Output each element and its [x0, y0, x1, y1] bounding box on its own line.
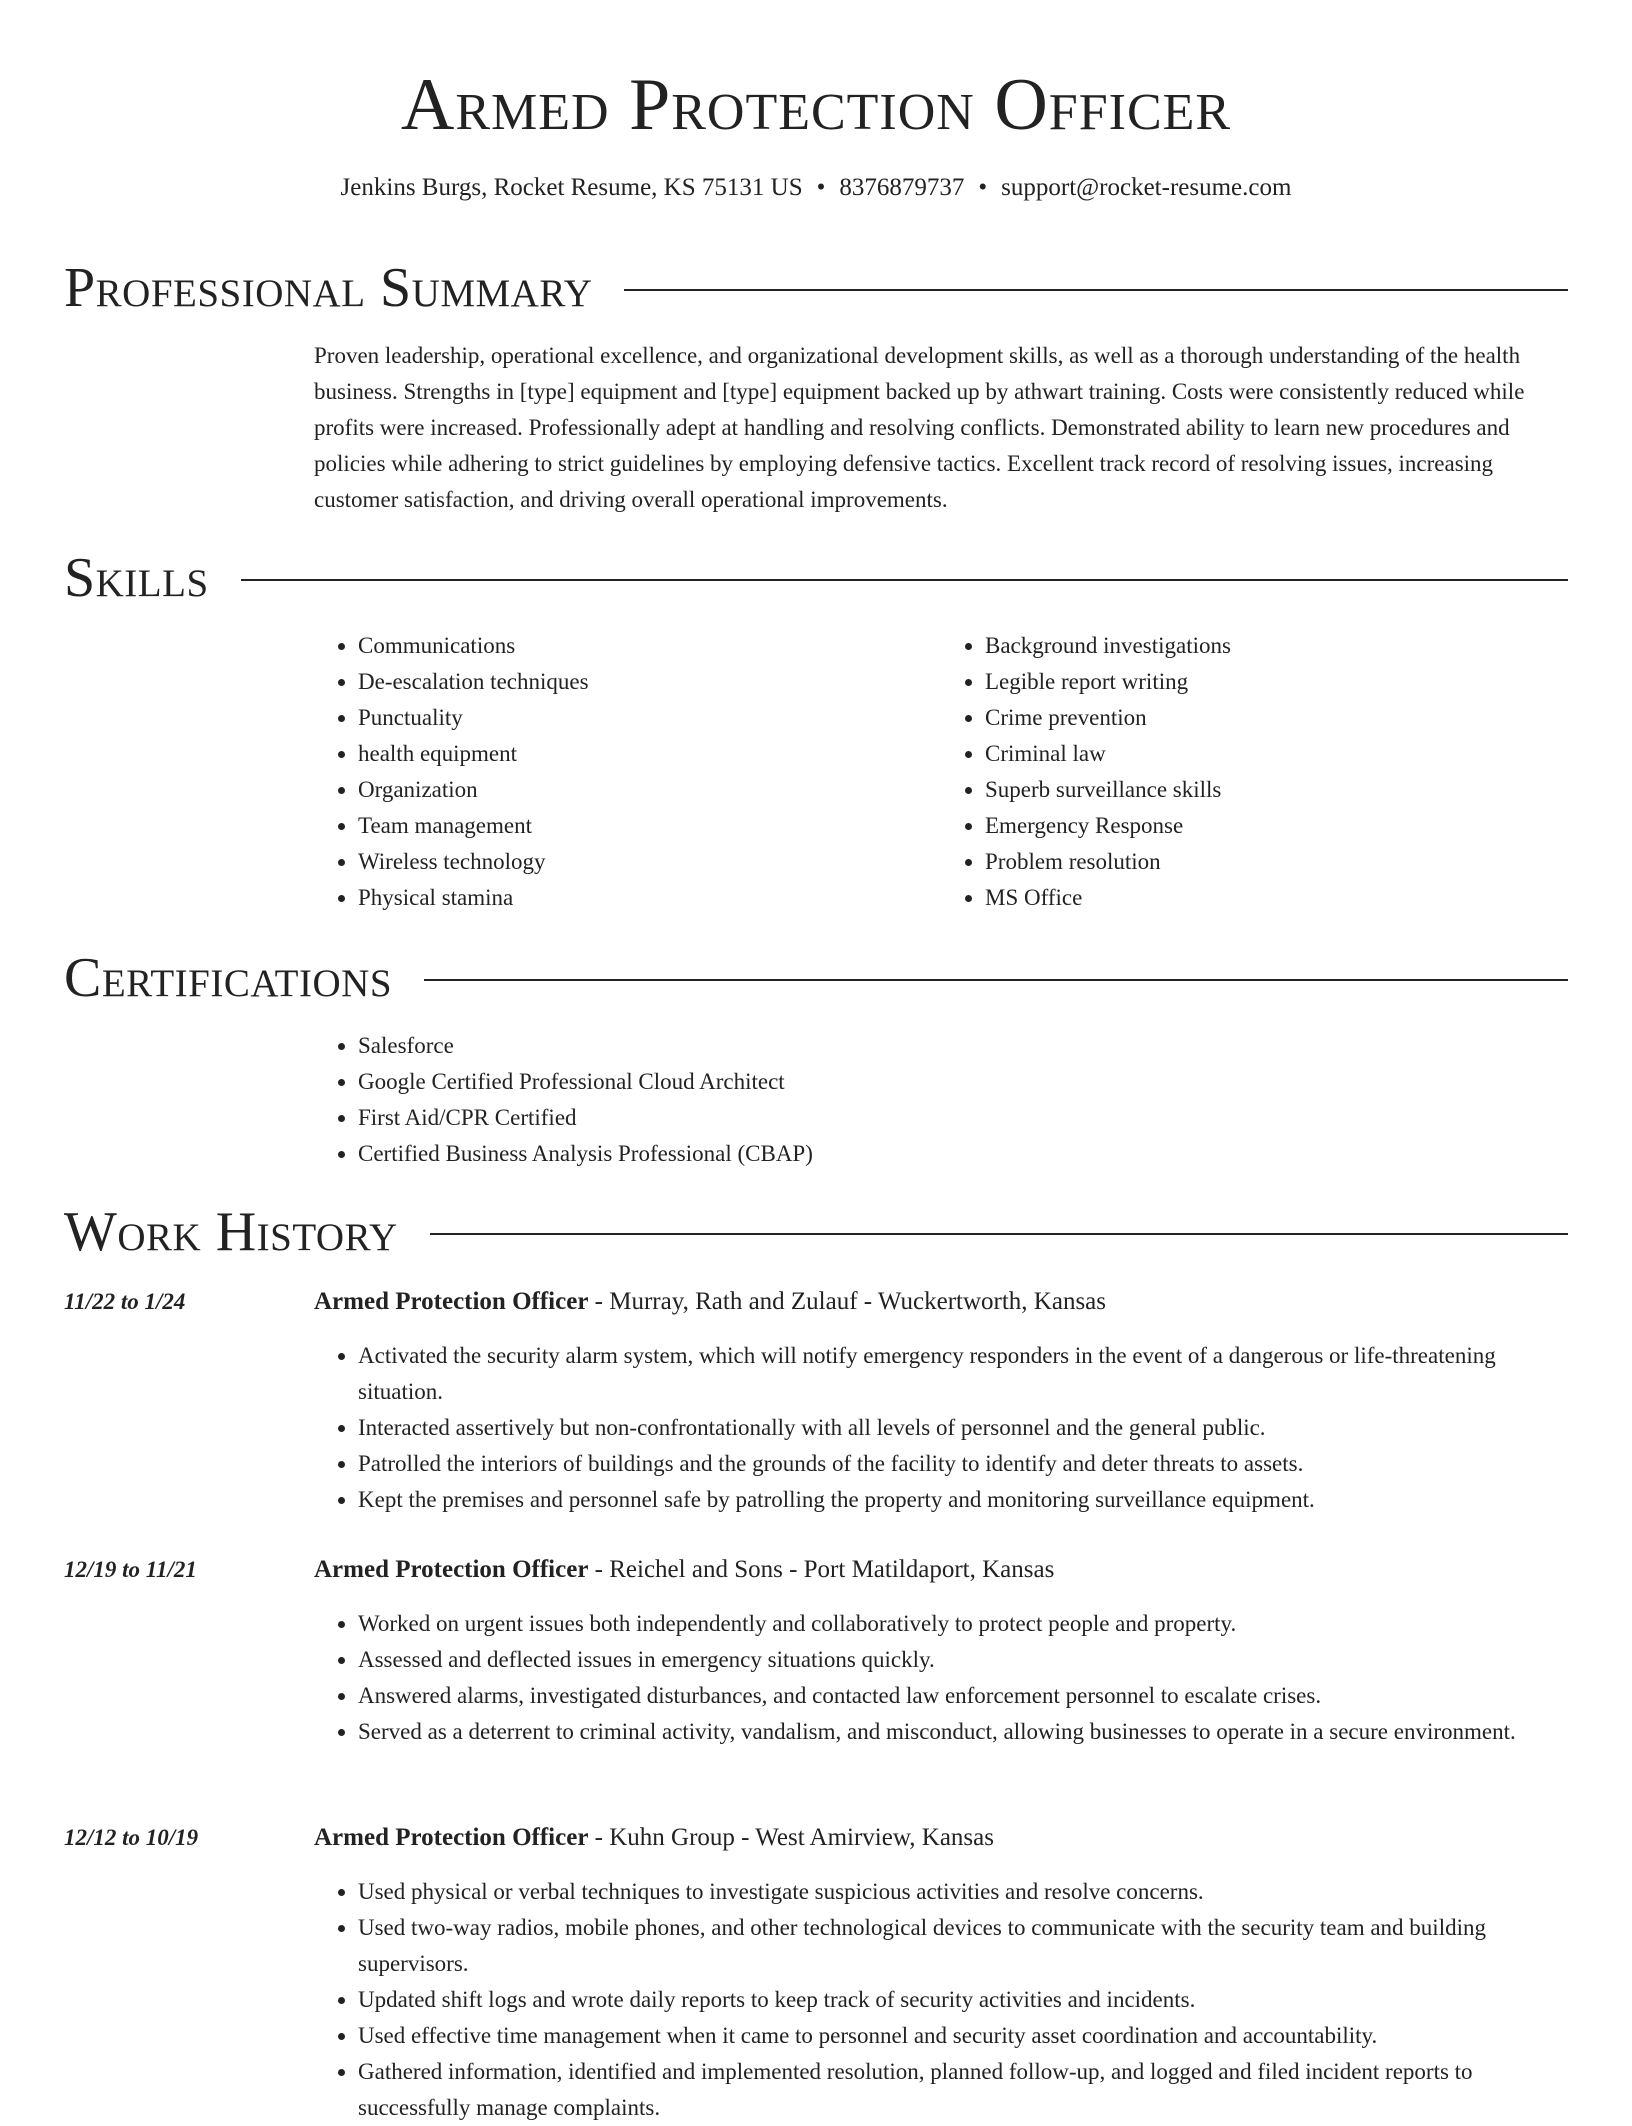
skill-item: • Criminal law — [985, 736, 1568, 772]
certifications-heading: Certifications — [64, 947, 393, 1009]
summary-section-header — [64, 258, 1568, 318]
contact-separator: • — [978, 174, 988, 201]
certifications-list — [314, 1028, 1568, 1172]
certification-item: • Google Certified Professional Cloud Architect — [358, 1064, 1568, 1100]
job-bullet: • Served as a deterrent to criminal activity, vandalism, and misconduct, allowing businesses to operate in a secure environment. — [358, 1714, 1568, 1750]
job-bullet: • Kept the premises and personnel safe by patrolling the property and monitoring surveillance equipment. — [358, 1482, 1568, 1518]
contact-address: Jenkins Burgs, Rocket Resume, KS 75131 US — [340, 174, 803, 201]
skill-item: • Crime prevention — [985, 700, 1568, 736]
summary-text: Proven leadership, operational excellence, and organizational development skills, as well as a thorough understanding of the health business. Strengths in [type] equipment and [type] equipment backed up by athwart training. Costs were consistently reduced while profits were increased. Professionally adept at handling and resolving conflicts. Demonstrated ability to learn new procedures and policies while adhering to strict guidelines by employing defensive tactics. Excellent track record of resolving issues, increasing customer satisfaction, and driving overall operational improvements. — [314, 343, 1525, 512]
skills-list — [314, 628, 1568, 916]
certification-item: • First Aid/CPR Certified — [358, 1100, 1568, 1136]
skills-section-header — [64, 548, 1568, 608]
job-bullet: • Assessed and deflected issues in emergency situations quickly. — [358, 1642, 1568, 1678]
job-bullet: • Answered alarms, investigated disturbances, and contacted law enforcement personnel to escalate crises. — [358, 1678, 1568, 1714]
skill-item: • Problem resolution — [985, 844, 1568, 880]
section-divider — [241, 579, 1568, 581]
job-bullet: • Interacted assertively but non-confrontationally with all levels of personnel and the general public. — [358, 1410, 1568, 1446]
contact-line — [0, 170, 1632, 206]
job-bullets — [314, 1874, 1568, 2126]
job-title-line — [314, 1552, 1568, 1588]
job-bullet: • Updated shift logs and wrote daily reports to keep track of security activities and incidents. — [358, 1982, 1568, 2018]
job-bullet: • Activated the security alarm system, which will notify emergency responders in the event of a dangerous or life-threatening situation. — [358, 1338, 1568, 1410]
certification-item: • Salesforce — [358, 1028, 1568, 1064]
contact-separator: • — [816, 174, 826, 201]
job-dates: 11/22 to 1/24 — [64, 1289, 186, 1314]
contact-email: support@rocket-resume.com — [1001, 174, 1292, 201]
skill-item: • MS Office — [985, 880, 1568, 916]
job-bullets — [314, 1338, 1568, 1518]
certifications-section-header — [64, 948, 1568, 1008]
skill-item: • health equipment — [358, 736, 941, 772]
job-employer-location: - Reichel and Sons - Port Matildaport, Kansas — [588, 1556, 1055, 1583]
job-bullet: • Used physical or verbal techniques to investigate suspicious activities and resolve concerns. — [358, 1874, 1568, 1910]
job-bullet: • Worked on urgent issues both independently and collaboratively to protect people and property. — [358, 1606, 1568, 1642]
skill-item: • Communications — [358, 628, 941, 664]
skill-item: • Organization — [358, 772, 941, 808]
job-title: Armed Protection Officer — [314, 1556, 589, 1583]
job-dates: 12/12 to 10/19 — [64, 1825, 199, 1850]
job-title-line — [314, 1284, 1568, 1320]
work-history-section-header — [64, 1202, 1568, 1262]
skill-item: • Background investigations — [985, 628, 1568, 664]
skill-item: • Legible report writing — [985, 664, 1568, 700]
job-bullets — [314, 1606, 1568, 1750]
skill-item: • Punctuality — [358, 700, 941, 736]
skill-item: • Superb surveillance skills — [985, 772, 1568, 808]
job-employer-location: - Kuhn Group - West Amirview, Kansas — [588, 1824, 994, 1851]
job-title-line — [314, 1820, 1568, 1856]
skill-item: • Physical stamina — [358, 880, 941, 916]
job-bullet: • Patrolled the interiors of buildings and the grounds of the facility to identify and deter threats to assets. — [358, 1446, 1568, 1482]
resume-name-title: Armed Protection Officer — [400, 64, 1232, 146]
job-dates: 12/19 to 11/21 — [64, 1557, 197, 1582]
skills-left-column — [314, 628, 941, 916]
skills-right-column — [941, 628, 1568, 916]
certification-item: • Certified Business Analysis Professional (CBAP) — [358, 1136, 1568, 1172]
work-history-heading: Work History — [64, 1201, 398, 1263]
skill-item: • Team management — [358, 808, 941, 844]
skills-heading: Skills — [64, 547, 209, 609]
summary-heading: Professional Summary — [64, 257, 593, 319]
section-divider — [624, 289, 1568, 291]
job-bullet: • Gathered information, identified and implemented resolution, planned follow-up, and logged and filed incident reports to successfully manage complaints. — [358, 2054, 1568, 2126]
skill-item: • Emergency Response — [985, 808, 1568, 844]
job-employer-location: - Murray, Rath and Zulauf - Wuckertworth, Kansas — [588, 1288, 1107, 1315]
section-divider — [430, 1233, 1568, 1235]
skill-item: • De-escalation techniques — [358, 664, 941, 700]
contact-phone: 8376879737 — [839, 174, 965, 201]
job-title: Armed Protection Officer — [314, 1288, 589, 1315]
job-bullet: • Used two-way radios, mobile phones, and other technological devices to communicate with the security team and building supervisors. — [358, 1910, 1568, 1982]
skill-item: • Wireless technology — [358, 844, 941, 880]
job-bullet: • Used effective time management when it came to personnel and security asset coordination and accountability. — [358, 2018, 1568, 2054]
section-divider — [424, 979, 1568, 981]
job-title: Armed Protection Officer — [314, 1824, 589, 1851]
